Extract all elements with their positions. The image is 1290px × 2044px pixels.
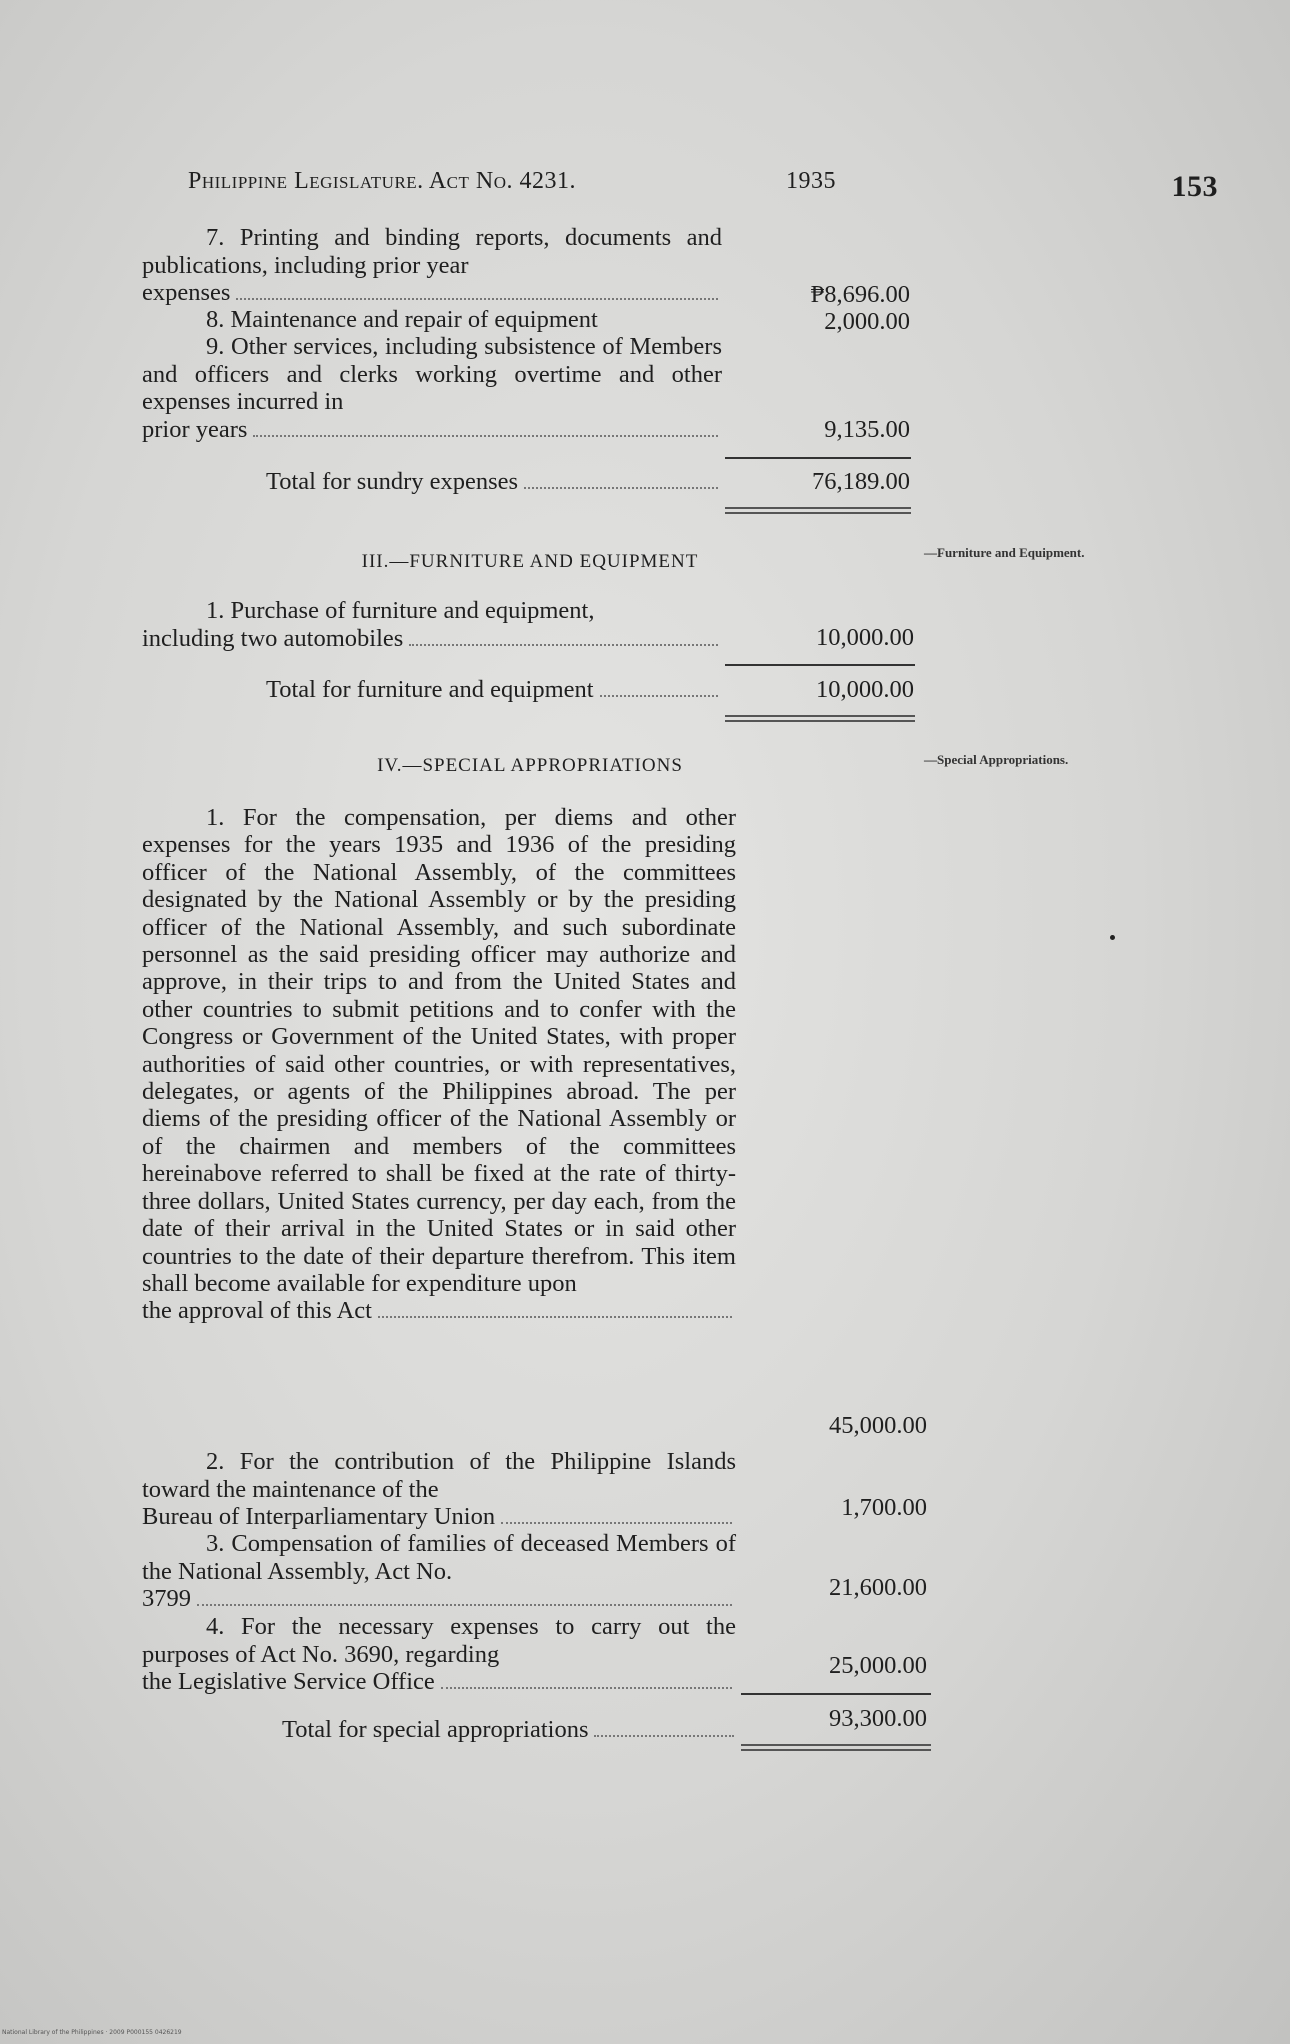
item-last-line: 8. Maintenance and repair of equipment bbox=[206, 306, 598, 333]
furniture-item-amount: 10,000.00 bbox=[816, 624, 914, 651]
leader-dots bbox=[378, 1315, 732, 1318]
special-item-3-amount: 21,600.00 bbox=[829, 1574, 927, 1601]
item-text: 3. Compensation of families of deceased Members of the National Assembly, Act No. bbox=[142, 1530, 736, 1585]
double-rule bbox=[725, 715, 915, 722]
running-header bbox=[188, 168, 1218, 208]
furniture-total-amount: 10,000.00 bbox=[816, 676, 914, 703]
leader-dots bbox=[253, 434, 718, 437]
double-rule bbox=[741, 1744, 931, 1751]
item-last-line: the Legislative Service Office bbox=[142, 1668, 435, 1695]
header-year: 1935 bbox=[786, 168, 836, 194]
special-item-1 bbox=[142, 804, 736, 1325]
item-text: 1. For the compensation, per diems and other expenses for the years 1935 and 1936 of the presiding officer of the National Assembly, of the committees designated by the National Assembly or by the presiding officer of the National Assembly, and such subordinate personnel as the said presiding officer may authorize and approve, in their trips to and from the United States and other countries to submit petitions and to confer with the Congress or Government of the United States, with proper authorities of said other countries, or with representatives, delegates, or agents of the Philippines abroad. The per diems of the presiding officer of the National Assembly or of the chairmen and members of the committees hereinabove referred to shall be fixed at the rate of thirty-three dollars, United States currency, per day each, from the date of their arrival in the United States or in said other countries to the date of their departure therefrom. This item shall become available for expenditure upon bbox=[142, 804, 736, 1297]
leader-dots bbox=[441, 1686, 732, 1689]
item-last-line: 3799 bbox=[142, 1585, 191, 1612]
section-heading-furniture: III.—FURNITURE AND EQUIPMENT bbox=[361, 551, 699, 572]
total-label: Total for furniture and equipment bbox=[266, 676, 594, 703]
margin-note-furniture: —Furniture and Equipment. bbox=[924, 545, 1085, 560]
leader-dots bbox=[501, 1521, 732, 1524]
item-last-line: prior years bbox=[142, 415, 248, 443]
item-last-line: expenses bbox=[142, 279, 231, 306]
total-rule bbox=[741, 1693, 931, 1695]
special-total-row bbox=[282, 1716, 738, 1744]
sundry-item-7 bbox=[142, 224, 722, 307]
sundry-item-8-amount: 2,000.00 bbox=[824, 308, 910, 335]
page-number: 153 bbox=[1171, 170, 1218, 203]
sundry-item-8 bbox=[142, 306, 722, 334]
special-item-1-amount: 45,000.00 bbox=[829, 1412, 927, 1439]
special-item-4-amount: 25,000.00 bbox=[829, 1652, 927, 1679]
double-rule bbox=[725, 507, 911, 514]
scan-speck bbox=[1110, 935, 1115, 940]
special-total-amount: 93,300.00 bbox=[829, 1705, 927, 1732]
total-rule bbox=[725, 664, 915, 666]
leader-dots bbox=[600, 694, 718, 697]
sundry-item-7-amount: ₱8,696.00 bbox=[810, 281, 910, 308]
margin-note-special: —Special Appropriations. bbox=[924, 752, 1069, 767]
item-last-line: including two automobiles bbox=[142, 624, 404, 652]
total-label: Total for sundry expenses bbox=[266, 468, 519, 495]
leader-dots bbox=[409, 643, 718, 646]
item-text: 2. For the contribution of the Philippine Islands toward the maintenance of the bbox=[142, 1448, 736, 1503]
item-text: 7. Printing and binding reports, documents and publications, including prior year bbox=[142, 224, 722, 279]
special-item-2 bbox=[142, 1448, 736, 1531]
leader-dots bbox=[197, 1603, 732, 1606]
total-rule bbox=[725, 457, 911, 459]
total-label: Total for special appropriations bbox=[282, 1716, 589, 1743]
leader-dots bbox=[524, 486, 718, 489]
item-last-line: the approval of this Act bbox=[142, 1297, 372, 1325]
furniture-item-1 bbox=[142, 597, 722, 652]
item-last-line: Bureau of Interparliamentary Union bbox=[142, 1503, 496, 1530]
item-text: 4. For the necessary expenses to carry out the purposes of Act No. 3690, regarding bbox=[142, 1613, 736, 1668]
section-heading-special: IV.—SPECIAL APPROPRIATIONS bbox=[377, 755, 683, 776]
sundry-total-row bbox=[266, 468, 722, 496]
sundry-item-9 bbox=[142, 333, 722, 443]
running-title: Philippine Legislature. Act No. 4231. bbox=[188, 168, 577, 194]
leader-dots bbox=[594, 1734, 734, 1737]
leader-dots bbox=[236, 297, 718, 300]
furniture-total-row bbox=[266, 676, 722, 704]
sundry-item-9-amount: 9,135.00 bbox=[824, 416, 910, 443]
item-text: 1. Purchase of furniture and equipment, bbox=[206, 597, 595, 624]
sundry-total-amount: 76,189.00 bbox=[812, 468, 910, 495]
special-item-4 bbox=[142, 1613, 736, 1696]
special-item-2-amount: 1,700.00 bbox=[841, 1494, 927, 1521]
special-item-3 bbox=[142, 1530, 736, 1613]
footer-stamp: National Library of the Philippines · 2009 P000155 0426219 bbox=[2, 2029, 182, 2036]
item-text: 9. Other services, including subsistence of Members and officers and clerks working overtime and other expenses incurred in bbox=[142, 333, 722, 415]
